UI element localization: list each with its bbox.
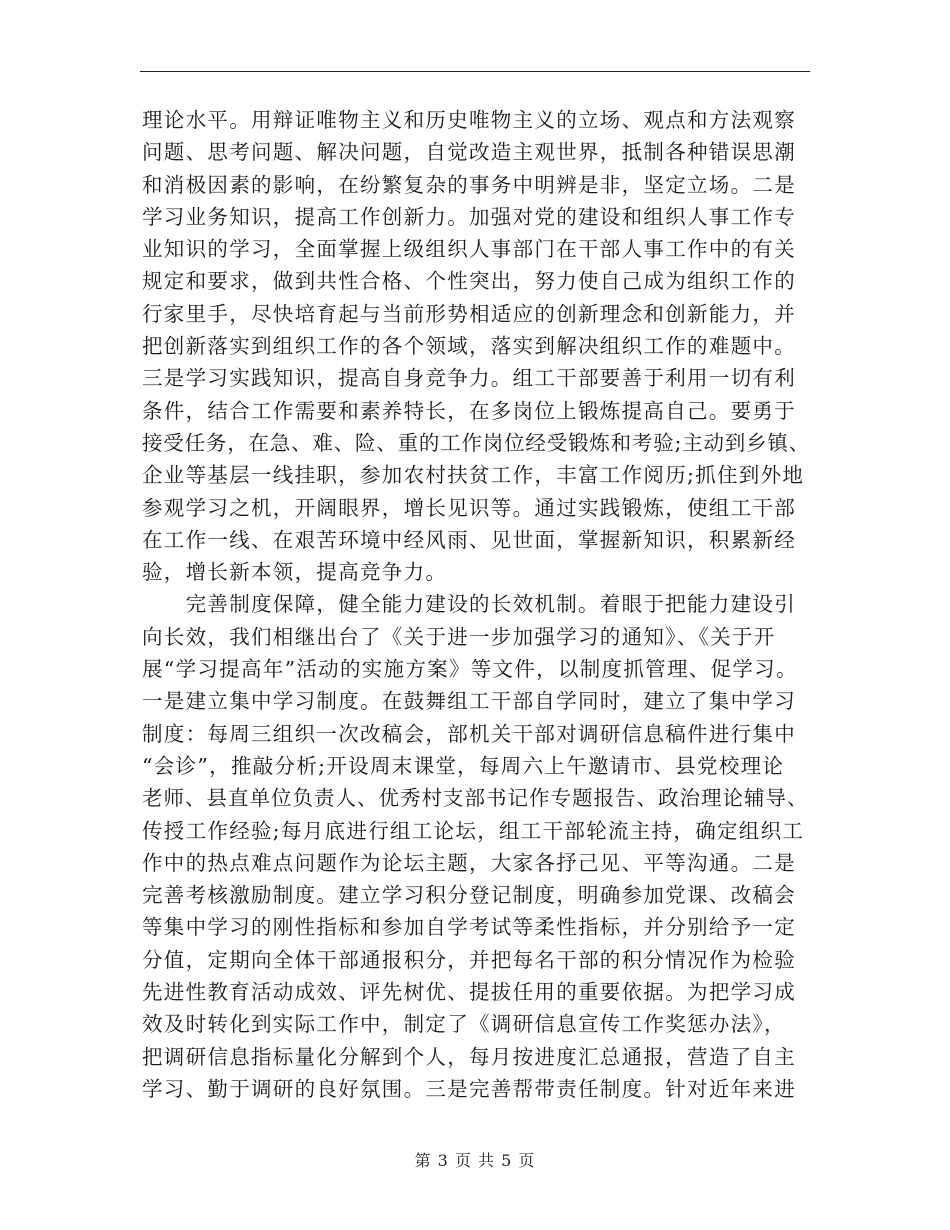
text-line: 条件，结合工作需要和素养特长，在多岗位上锻炼提高自己。要勇于 xyxy=(142,398,796,423)
text-line: 接受任务，在急、难、险、重的工作岗位经受锻炼和考验;主动到乡镇、 xyxy=(142,430,811,455)
text-line: 参观学习之机，开阔眼界，增长见识等。通过实践锻炼，使组工干部 xyxy=(142,495,796,520)
text-line: 等集中学习的刚性指标和参加自学考试等柔性指标，并分别给予一定 xyxy=(142,915,796,940)
text-line: 三是学习实践知识，提高自身竞争力。组工干部要善于利用一切有利 xyxy=(142,366,796,391)
text-line: 验，增长新本领，提高竞争力。 xyxy=(142,560,448,585)
text-line: 完善考核激励制度。建立学习积分登记制度，明确参加党课、改稿会 xyxy=(142,883,796,908)
text-line: 问题、思考问题、解决问题，自觉改造主观世界，抵制各种错误思潮 xyxy=(142,140,796,165)
text-line: 完善制度保障，健全能力建设的长效机制。着眼于把能力建设引 xyxy=(142,592,796,617)
text-line: 作中的热点难点问题作为论坛主题，大家各抒己见、平等沟通。二是 xyxy=(142,850,796,875)
text-line: 企业等基层一线挂职，参加农村扶贫工作，丰富工作阅历;抓住到外地 xyxy=(142,463,805,488)
text-line: 在工作一线、在艰苦环境中经风雨、见世面，掌握新知识，积累新经 xyxy=(142,527,796,552)
text-line: 效及时转化到实际工作中，制定了《调研信息宣传工作奖惩办法》， xyxy=(142,1012,786,1037)
text-line: 规定和要求，做到共性合格、个性突出，努力使自己成为组织工作的 xyxy=(142,269,796,294)
text-line: 学习、勤于调研的良好氛围。三是完善帮带责任制度。针对近年来进 xyxy=(142,1076,796,1101)
text-line: 行家里手，尽快培育起与当前形势相适应的创新理念和创新能力，并 xyxy=(142,301,796,326)
text-line: 分值，定期向全体干部通报积分，并把每名干部的积分情况作为检验 xyxy=(142,947,796,972)
text-line: 业知识的学习，全面掌握上级组织人事部门在干部人事工作中的有关 xyxy=(142,237,796,262)
text-line: 向长效，我们相继出台了《关于进一步加强学习的通知》、《关于开 xyxy=(142,624,776,649)
header-rule xyxy=(140,71,810,72)
text-line: 先进性教育活动成效、评先树优、提拔任用的重要依据。为把学习成 xyxy=(142,980,796,1005)
text-line: 老师、县直单位负责人、优秀村支部书记作专题报告、政治理论辅导、 xyxy=(142,786,809,811)
text-line: 学习业务知识，提高工作创新力。加强对党的建设和组织人事工作专 xyxy=(142,204,796,229)
text-line: 理论水平。用辩证唯物主义和历史唯物主义的立场、观点和方法观察 xyxy=(142,108,796,132)
text-line: 和消极因素的影响，在纷繁复杂的事务中明辨是非，坚定立场。二是 xyxy=(142,172,796,197)
page-footer: 第 3 页 共 5 页 xyxy=(414,1151,536,1170)
text-line: 展“学习提高年”活动的实施方案》等文件，以制度抓管理、促学习。 xyxy=(142,657,798,682)
text-line: 制度：每周三组织一次改稿会，部机关干部对调研信息稿件进行集中 xyxy=(142,721,796,746)
document-body xyxy=(142,104,811,1105)
text-line: 传授工作经验;每月底进行组工论坛，组工干部轮流主持，确定组织工 xyxy=(142,818,805,843)
text-line: “会诊”，推敲分析;开设周末课堂，每周六上午邀请市、县党校理论 xyxy=(142,753,785,778)
text-line: 把创新落实到组织工作的各个领域，落实到解决组织工作的难题中。 xyxy=(142,334,796,359)
text-line: 把调研信息指标量化分解到个人，每月按进度汇总通报，营造了自主 xyxy=(142,1044,796,1069)
text-line: 一是建立集中学习制度。在鼓舞组工干部自学同时，建立了集中学习 xyxy=(142,689,796,714)
